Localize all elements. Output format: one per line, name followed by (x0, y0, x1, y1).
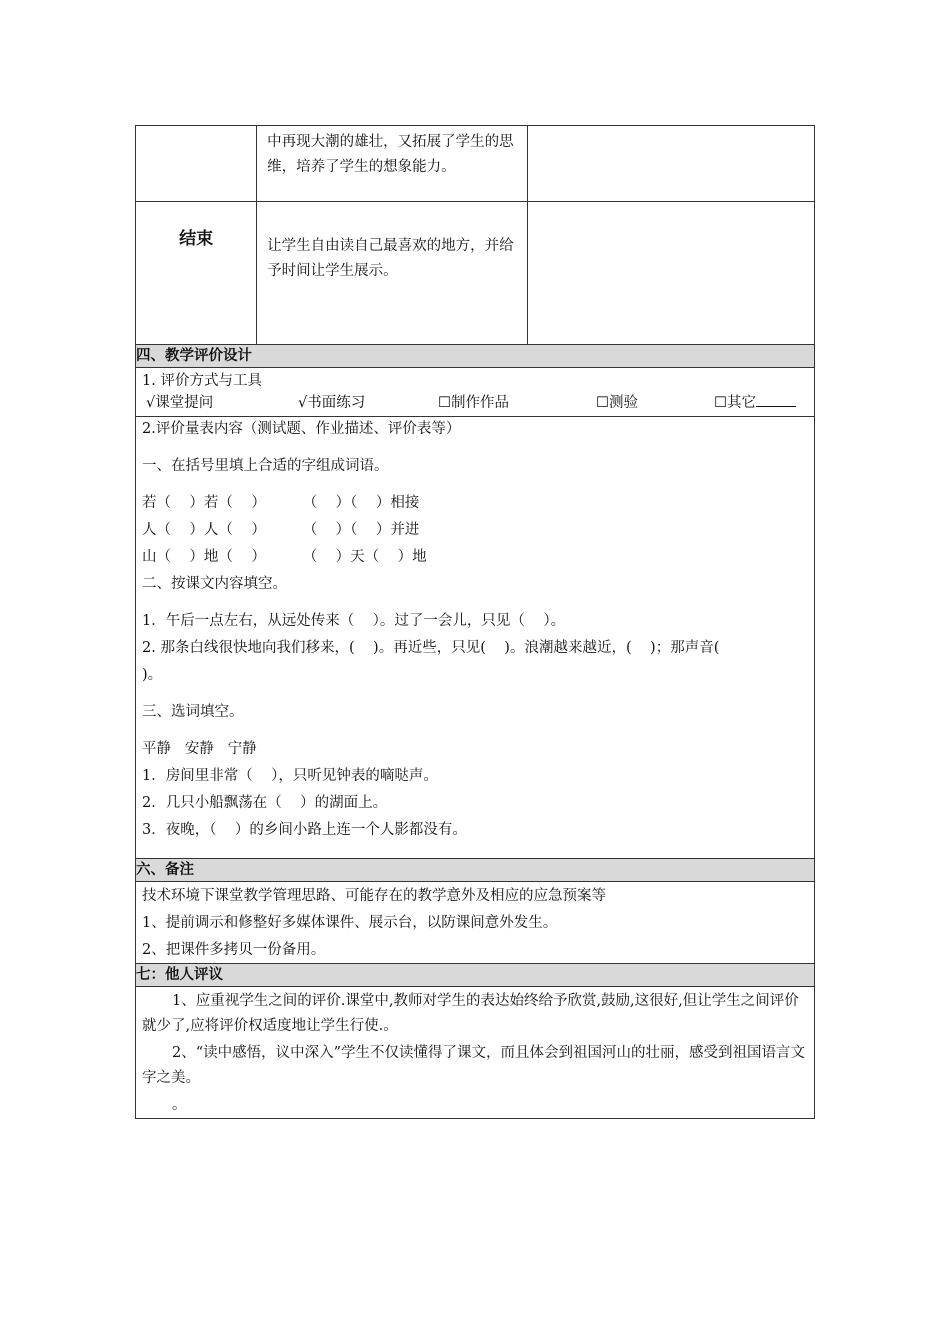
notes-cell (136, 882, 815, 964)
comments-cell (136, 987, 815, 1119)
list-item: 1．午后一点左右，从远处传来（ ）。过了一会儿，只见（ ）。 (142, 613, 566, 629)
list-item: 3．夜晚，（ ）的乡间小路上连一个人影都没有。 (142, 822, 467, 838)
method-make-works: ☐制作作品 (438, 395, 509, 411)
question-3-title: 三、选词填空。 (142, 704, 244, 720)
question-1-lines (136, 489, 814, 570)
question-1-title: 一、在括号里填上合适的字组成词语。 (142, 458, 389, 474)
document-page (135, 125, 815, 1119)
list-item: 2．几只小船飘荡在（ ）的湖面上。 (142, 795, 388, 811)
list-item: 1、提前调示和修整好多媒体课件、展示台，以防课间意外发生。 (142, 915, 558, 931)
table-row (136, 368, 815, 417)
question-2-lines (136, 607, 814, 688)
activity-cell: 让学生自由读自己最喜欢的地方，并给予时间让学生展示。 (257, 202, 527, 345)
section-header-comments: 七：他人评议 (136, 964, 815, 987)
stage-cell (136, 202, 257, 345)
methods-title: 1. 评价方式与工具 (142, 373, 262, 389)
note-cell (527, 126, 814, 202)
table-row (136, 202, 815, 345)
question-3-lines (136, 762, 814, 843)
comment-paragraph-1: 1、应重视学生之间的评价.课堂中,教师对学生的表达始终给予欣赏,鼓励,这很好,但让学生之间评价就少了,应将评价权适度地让学生行使.。 (142, 993, 799, 1034)
stage-cell (136, 126, 257, 202)
section-header-notes: 六、备注 (136, 859, 815, 882)
method-test: ☐测验 (596, 395, 638, 411)
list-item: 1．房间里非常（ ），只听见钟表的嘀哒声。 (142, 768, 438, 784)
comment-paragraph-3: 。 (172, 1097, 187, 1113)
list-item: 技术环境下课堂教学管理思路、可能存在的教学意外及相应的应急预案等 (142, 888, 606, 904)
section-header-row (136, 859, 815, 882)
method-classroom-questions: √课堂提问 (146, 395, 214, 411)
list-item: 人（ ）人（ ） （ ）（ ）并进 (142, 522, 420, 538)
list-item: 山（ ）地（ ） （ ）天（ ）地 (142, 549, 427, 565)
stage-label-end: 结束 (179, 229, 214, 249)
evaluation-methods-cell (136, 368, 815, 417)
table-row (136, 987, 815, 1119)
methods-list (136, 392, 814, 416)
list-item: 若（ ）若（ ） （ ）（ ）相接 (142, 495, 420, 511)
question-2-title: 二、按课文内容填空。 (142, 576, 287, 592)
blank-line (756, 392, 796, 407)
section-header-row (136, 964, 815, 987)
method-other: ☐其它 (714, 392, 796, 414)
list-item: 2. 那条白线很快地向我们移来，( )。再近些，只见( )。浪潮越来越近，( )；那声音( (142, 640, 720, 656)
section-header-row (136, 345, 815, 368)
table-row (136, 882, 815, 964)
list-item: 2、把课件多拷贝一份备用。 (142, 942, 326, 958)
comment-paragraph-2: 2、“读中感悟，议中深入”学生不仅读懂得了课文，而且体会到祖国河山的壮丽，感受到祖国语言文字之美。 (142, 1045, 806, 1086)
note-cell (527, 202, 814, 345)
method-written-practice: √书面练习 (298, 395, 366, 411)
table-row (136, 417, 815, 859)
section-header-evaluation: 四、教学评价设计 (136, 345, 815, 368)
activity-cell: 中再现大潮的雄壮，又拓展了学生的思维，培养了学生的想象能力。 (257, 126, 527, 202)
lesson-plan-table (135, 125, 815, 1119)
word-choices: 平静 安静 宁静 (142, 741, 257, 757)
table-row (136, 126, 815, 202)
evaluation-scale-cell (136, 417, 815, 859)
list-item: )。 (142, 667, 163, 683)
scale-title: 2.评价量表内容（测试题、作业描述、评价表等） (142, 421, 461, 437)
